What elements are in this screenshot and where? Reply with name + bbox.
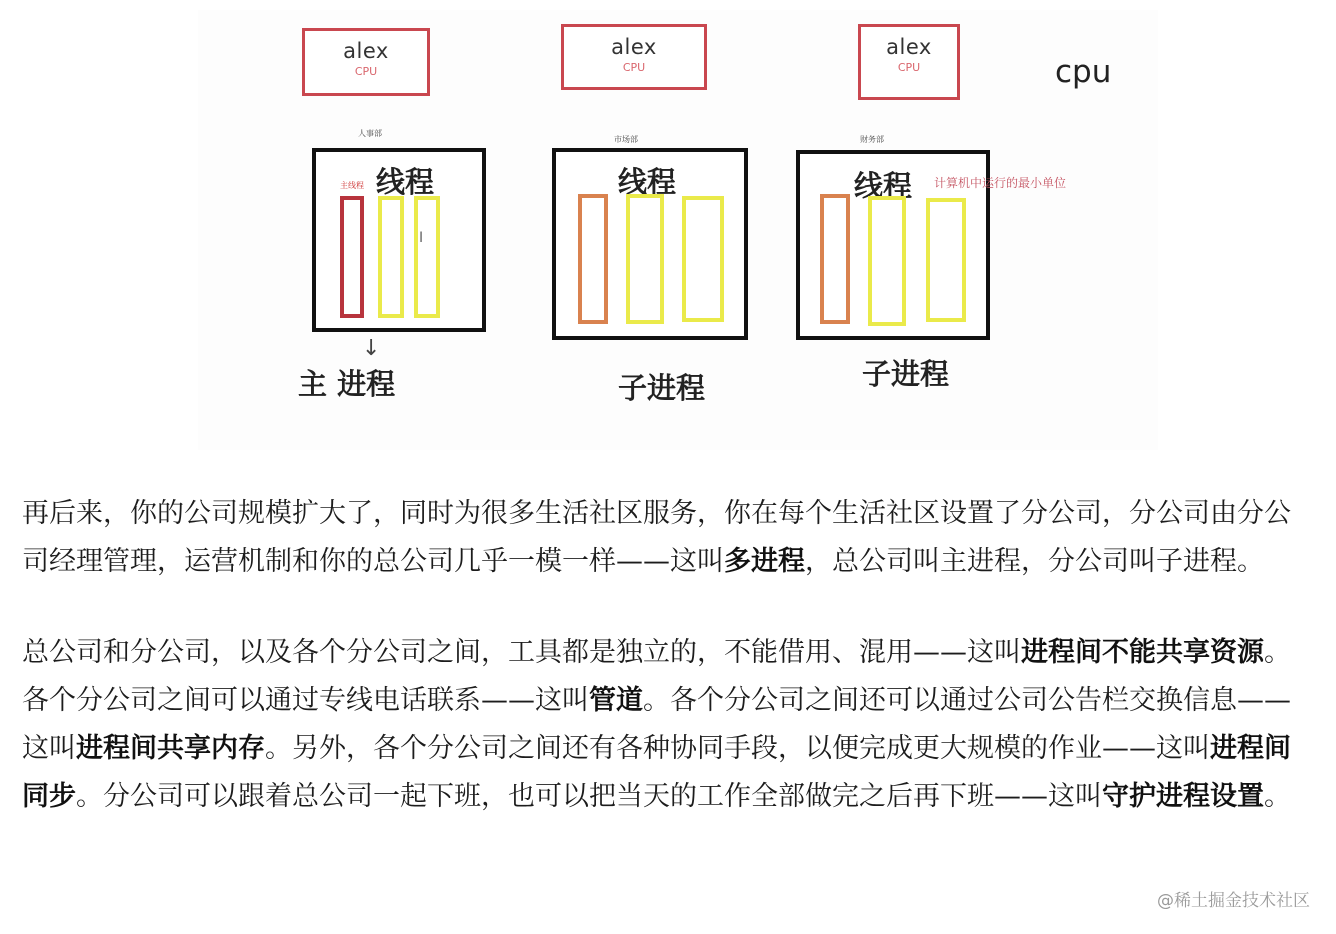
article-body [22, 490, 1314, 864]
worker-thread-bar [868, 196, 906, 326]
text-run: 。 [1264, 781, 1291, 812]
bold-term: 进程间同步 [22, 733, 1291, 812]
bold-term: 管道 [589, 685, 643, 716]
cpu-box-1 [302, 28, 430, 96]
process-thread-diagram [198, 10, 1158, 450]
bold-term: 多进程 [724, 546, 805, 577]
worker-thread-bar [414, 196, 440, 318]
thread-label: 线程 [854, 169, 913, 203]
cpu-name: alex [886, 35, 932, 59]
text-run: 。各个分公司之间还可以通过公司公告栏交换信息——这叫 [22, 685, 1291, 764]
main-thread-label: 主线程 [340, 181, 364, 190]
worker-thread-bar [626, 194, 664, 324]
worker-thread-bar [378, 196, 404, 318]
sub-main-thread-bar [578, 194, 608, 324]
sub-main-thread-bar [820, 194, 850, 324]
cpu-box-3 [858, 24, 960, 100]
paragraph-multiprocess [22, 490, 1314, 586]
cpu-sub-label: CPU [622, 61, 646, 74]
text-run: 总公司和分公司，以及各个分公司之间，工具都是独立的，不能借用、混用——这叫 [22, 637, 1021, 668]
cpu-sub-label: CPU [354, 65, 378, 78]
thread-label: 线程 [376, 165, 435, 199]
text-run: 。分公司可以跟着总公司一起下班，也可以把当天的工作全部做完之后再下班——这叫 [76, 781, 1102, 812]
text-cursor-icon: I [419, 230, 424, 246]
text-run: 。各个分公司之间可以通过专线电话联系——这叫 [22, 637, 1291, 716]
cpu-sub-label: CPU [897, 61, 921, 74]
arrow-down-icon: ↓ [362, 336, 381, 361]
process-caption-sub-1: 子进程 [618, 371, 706, 405]
cpu-box-2 [561, 24, 707, 90]
process-caption-sub-2: 子进程 [862, 357, 950, 391]
main-thread-bar [340, 196, 364, 318]
text-run: ，总公司叫主进程，分公司叫子进程。 [805, 546, 1264, 577]
text-run: 再后来，你的公司规模扩大了，同时为很多生活社区服务，你在每个生活社区设置了分公司，分公司由分公司经理管理，运营机制和你的总公司几乎一模一样——这叫 [22, 498, 1291, 577]
bold-term: 进程间不能共享资源 [1021, 637, 1264, 668]
site-watermark: @稀土掘金技术社区 [1157, 891, 1310, 911]
process-caption-main: 主 进程 [298, 367, 396, 401]
cpu-name: alex [343, 39, 389, 63]
text-run: 。另外，各个分公司之间还有各种协同手段，以便完成更大规模的作业——这叫 [265, 733, 1210, 764]
thread-label: 线程 [618, 165, 677, 199]
worker-thread-bar [682, 196, 724, 322]
cpu-name: alex [611, 35, 657, 59]
worker-thread-bar [926, 198, 966, 322]
cpu-heading: cpu [1055, 54, 1112, 90]
process-small-label: 市场部 [614, 135, 638, 144]
process-small-label: 财务部 [860, 135, 884, 144]
paragraph-ipc [22, 629, 1314, 821]
bold-term: 进程间共享内存 [76, 733, 265, 764]
bold-term: 守护进程设置 [1102, 781, 1264, 812]
thread-definition-annotation: 计算机中运行的最小单位 [934, 176, 1067, 190]
process-small-label: 人事部 [358, 129, 382, 138]
